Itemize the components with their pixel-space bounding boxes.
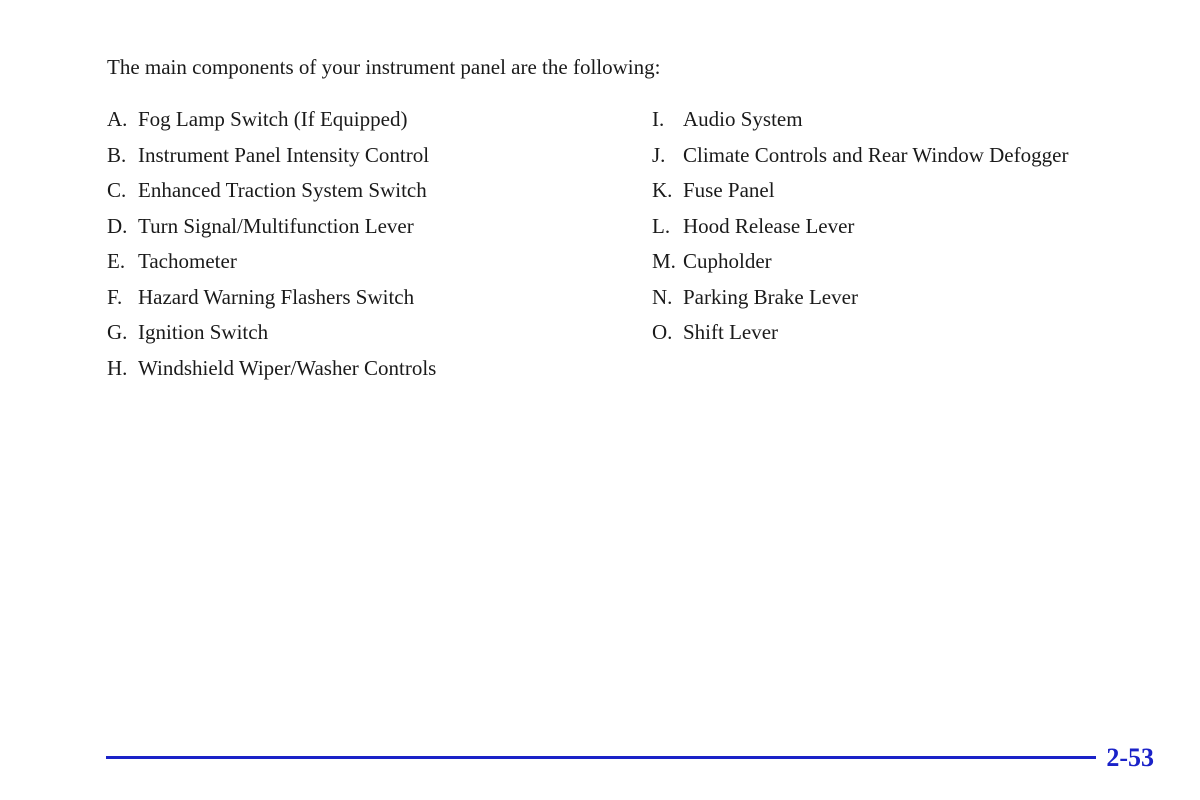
list-item	[107, 319, 436, 355]
item-letter: K.	[652, 178, 673, 202]
item-label: Parking Brake Lever	[683, 284, 858, 309]
list-item	[652, 177, 1068, 213]
page-number: 2-53	[1106, 743, 1154, 772]
item-label: Enhanced Traction System Switch	[138, 178, 427, 202]
footer-rule	[106, 756, 1096, 759]
item-letter: B.	[107, 142, 127, 167]
item-letter: L.	[652, 213, 671, 238]
item-letter: J.	[652, 142, 666, 167]
item-letter: F.	[107, 284, 123, 309]
item-letter: I.	[652, 107, 665, 131]
item-label: Climate Controls and Rear Window Defogger	[683, 142, 1069, 167]
list-item	[652, 213, 1068, 249]
item-label: Turn Signal/Multifunction Lever	[138, 213, 414, 238]
item-label: Instrument Panel Intensity Control	[138, 142, 430, 167]
item-letter: M.	[652, 249, 676, 273]
item-letter: E.	[107, 249, 126, 273]
list-item	[652, 284, 1068, 320]
list-item	[107, 213, 436, 249]
item-label: Fuse Panel	[683, 178, 775, 202]
item-letter: D.	[107, 213, 128, 238]
item-letter: O.	[652, 320, 673, 344]
item-label: Tachometer	[138, 249, 237, 273]
item-letter: N.	[652, 284, 673, 309]
list-item	[652, 142, 1068, 178]
item-label: Fog Lamp Switch (If Equipped)	[138, 107, 408, 131]
item-letter: C.	[107, 178, 127, 202]
list-item	[107, 248, 436, 284]
component-list-left	[107, 106, 436, 390]
item-label: Shift Lever	[683, 320, 779, 344]
component-list-right	[652, 106, 1068, 355]
intro-text: The main components of your instrument panel are the following:	[107, 55, 661, 79]
item-letter: A.	[107, 107, 128, 131]
item-label: Windshield Wiper/Washer Controls	[138, 355, 437, 380]
item-label: Ignition Switch	[138, 320, 269, 344]
list-item	[652, 319, 1068, 355]
list-item	[107, 142, 436, 178]
list-item	[107, 284, 436, 320]
list-item	[107, 355, 436, 391]
item-label: Hood Release Lever	[683, 213, 855, 238]
list-item	[107, 106, 436, 142]
item-label: Hazard Warning Flashers Switch	[138, 284, 415, 309]
item-letter: H.	[107, 355, 128, 380]
list-item	[107, 177, 436, 213]
item-letter: G.	[107, 320, 128, 344]
item-label: Cupholder	[683, 249, 772, 273]
item-label: Audio System	[683, 107, 803, 131]
list-item	[652, 106, 1068, 142]
list-item	[652, 248, 1068, 284]
